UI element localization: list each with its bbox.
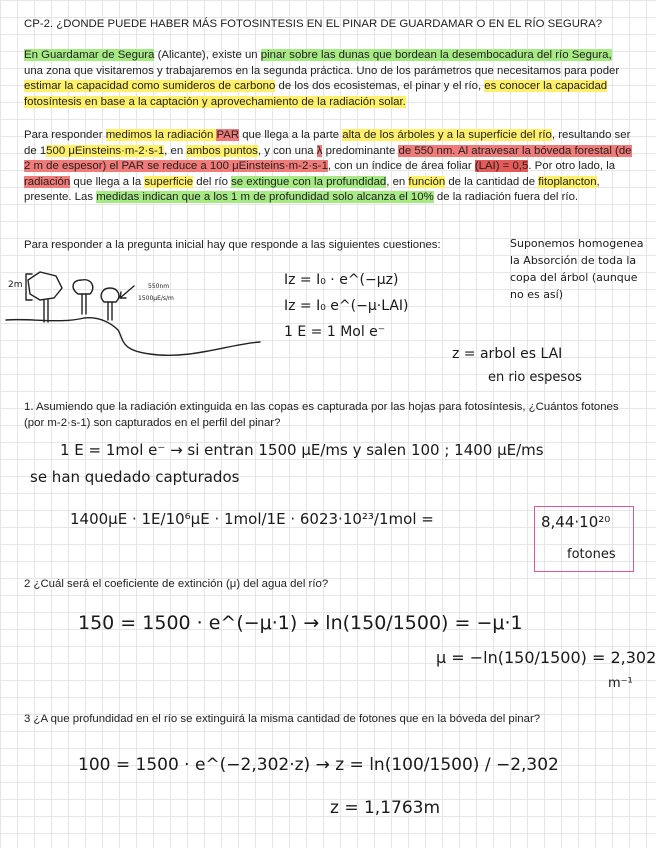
body-paragraph: Para responder medimos la radiación PAR que llega a la parte alta de los árboles y a la superficie del río, resultando ser de 1500 μEinsteins·m-2·s-1, en ambos puntos, y con una λ predominante de 550 nm. Al atravesar la bóveda forestal (de 2 m de espesor) el PAR se reduce a 100 μEinsteins·m-2·s-1, con un índice de área foliar (LAI) = 0,5. Por otro lado, la radiación que llega a la superficie del río se extingue con la profundidad, en función de la cantidad de fitoplancton, presente. Las medidas indican que a los 1 m de profundidad solo alcanza el 10% de la radiación fuera del río. [24,129,632,204]
q1-result-box [534,506,634,572]
label-wavelength: 550nm [148,283,170,290]
q2-answer-line1: 150 = 1500 · e^(−μ·1) → ln(150/1500) = −μ·1 [78,612,523,634]
q1-calculation: 1400μE · 1E/10⁶μE · 1mol/1E · 6023·10²³/1mol = [70,510,434,528]
q3-result: z = 1,1763m [330,798,441,818]
highlight-yellow: ambos puntos [186,144,258,157]
q3-answer-line1: 100 = 1500 · e^(−2,302·z) → z = ln(100/1500) / −2,302 [78,755,559,775]
q2-answer-line2: μ = −ln(150/1500) = 2,302 [436,648,656,667]
highlight-yellow: función [408,175,446,188]
highlight-red: (LAI) = 0,5 [474,160,529,173]
q2-unit: m⁻¹ [608,676,633,691]
side-note: Suponemos homogenea la Absorción de toda la copa del árbol (aunque no es así) [510,237,644,301]
prompt-line: Para responder a la pregunta inicial hay que responde a las siguientes cuestiones: [24,239,441,251]
highlight-yellow: 500 μEinsteins·m-2·s-1 [46,144,165,157]
highlight-red: radiación [24,175,71,188]
equation-beer-lambert: Iz = I₀ · e^(−μz) [284,272,399,288]
highlight-yellow: es conocer la capacidad fotosíntesis en base a la captación y aprovechamiento de la radiación solar. [24,80,608,108]
q1-result: 8,44·10²⁰ [541,513,611,531]
z-note-2: en rio espesos [488,370,582,385]
highlight-red: de 550 nm. Al atravesar la bóveda forestal (de 2 m de espesor) el PAR se reduce a 100 μEinsteins·m-2·s-1 [24,144,632,173]
highlight-yellow: superficie [144,175,194,188]
q1-result-unit: fotones [567,547,616,562]
tree-river-sketch [0,258,260,378]
page-title: CP-2. ¿DONDE PUEDE HABER MÁS FOTOSINTESIS EN EL PINAR DE GUARDAMAR O EN EL RÍO SEGURA? [24,18,603,30]
label-radiation: 1500μE/s/m [138,295,174,302]
highlight-green: se extingue con la profundidad [231,175,387,188]
highlight-red: PAR [216,129,240,141]
question-3: 3 ¿A que profundidad en el río se extinguirá la misma cantidad de fotones que en la bóveda del pinar? [24,713,541,725]
q1-answer-line1: 1 E = 1mol e⁻ → si entran 1500 μE/ms y salen 100 ; 1400 μE/ms [60,441,544,459]
highlight-yellow: estimar la capacidad como sumideros de carbono [24,80,276,93]
equation-lai: Iz = I₀ e^(−μ·LAI) [284,298,409,314]
highlight-yellow: medimos la radiación [105,129,217,141]
q1-answer-line2: se han quedado capturados [30,468,240,486]
z-note: z = arbol es LAI [452,346,563,362]
label-2m: 2m [8,280,23,290]
highlight-green: medidas indican que a los 1 m de profundidad solo alcanza el 10% [96,191,434,204]
question-1: 1. Asumiendo que la radiación extinguida en las copas es capturada por las hojas para fotosíntesis, ¿Cuántos fotones (por m-2·s-1) son capturados en el perfil del pinar? [24,401,619,429]
equation-einstein: 1 E = 1 Mol e⁻ [284,324,386,340]
highlight-red: λ [316,144,323,157]
highlight-green: pinar sobre las dunas que bordean la desembocadura del río Segura, [260,49,612,61]
highlight-green: En Guardamar de Segura [24,49,155,61]
question-2: 2 ¿Cuál será el coeficiente de extinción (μ) del agua del río? [24,578,329,590]
highlight-yellow: alta de los árboles y a la superficie del río [342,129,552,141]
highlight-yellow: fitoplancton [538,175,597,188]
intro-paragraph: En Guardamar de Segura (Alicante), existe un pinar sobre las dunas que bordean la desembocadura del río Segura, una zona que visitaremos y trabajaremos en la segunda práctica. Uno de los parámetros que necesitamos para poder estimar la capacidad como sumideros de carbono de los dos ecosistemas, el pinar y el río, es conocer la capacidad fotosíntesis en base a la captación y aprovechamiento de la radiación solar. [24,49,620,108]
